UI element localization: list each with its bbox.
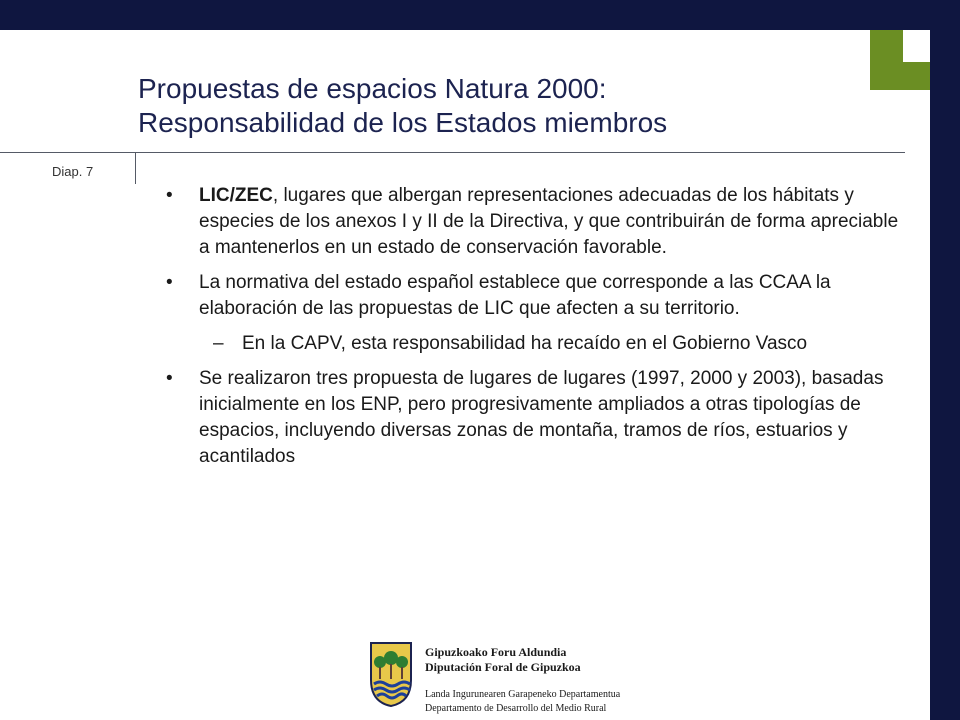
footer-organization	[425, 645, 620, 716]
bullet-normativa	[166, 270, 901, 322]
top-navy-bar	[0, 0, 960, 30]
department-spanish: Departamento de Desarrollo del Medio Rural	[425, 703, 607, 714]
sub-bullet-text: En la CAPV, esta responsabilidad ha recaído en el Gobierno Vasco	[242, 333, 808, 354]
slide-number: Diap. 7	[52, 164, 94, 179]
bullet-mark: •	[166, 272, 173, 293]
slide-number-divider	[135, 152, 136, 184]
bullet-list	[166, 183, 901, 479]
slide-title-line1: Propuestas de espacios Natura 2000:	[138, 73, 607, 104]
sub-bullet-capv	[166, 331, 901, 357]
bullet-bold-term: LIC/ZEC	[199, 185, 273, 206]
bullet-mark: •	[166, 368, 173, 389]
dash-mark: –	[213, 333, 224, 354]
right-navy-bar	[930, 0, 960, 720]
bullet-text: La normativa del estado español establece que corresponde a las CCAA la elaboración de las propuestas de LIC que afecten a su territorio.	[199, 272, 831, 319]
bullet-propuestas	[166, 366, 901, 470]
bullet-text: Se realizaron tres propuesta de lugares de lugares (1997, 2000 y 2003), basadas inicialmente en los ENP, pero progresivamente ampliados a otras tipologías de espacios, incluyendo diversas zonas de montaña, tramos de ríos, estuarios y acantilados	[199, 368, 884, 467]
slide-title-line2: Responsabilidad de los Estados miembros	[138, 107, 668, 138]
slide-title	[138, 72, 838, 140]
corner-white-notch	[903, 30, 930, 62]
gipuzkoa-coat-of-arms-icon	[368, 640, 414, 708]
bullet-mark: •	[166, 185, 173, 206]
org-name-spanish: Diputación Foral de Gipuzkoa	[425, 660, 581, 674]
org-name-basque: Gipuzkoako Foru Aldundia	[425, 645, 567, 659]
bullet-lic-zec	[166, 183, 901, 261]
bullet-text: , lugares que albergan representaciones adecuadas de los hábitats y especies de los anexos I y II de la Directiva, y que contribuirán de forma apreciable a mantenerlos en un estado de conservación favorable.	[199, 185, 899, 258]
department-basque: Landa Ingurunearen Garapeneko Departamentua	[425, 689, 621, 700]
